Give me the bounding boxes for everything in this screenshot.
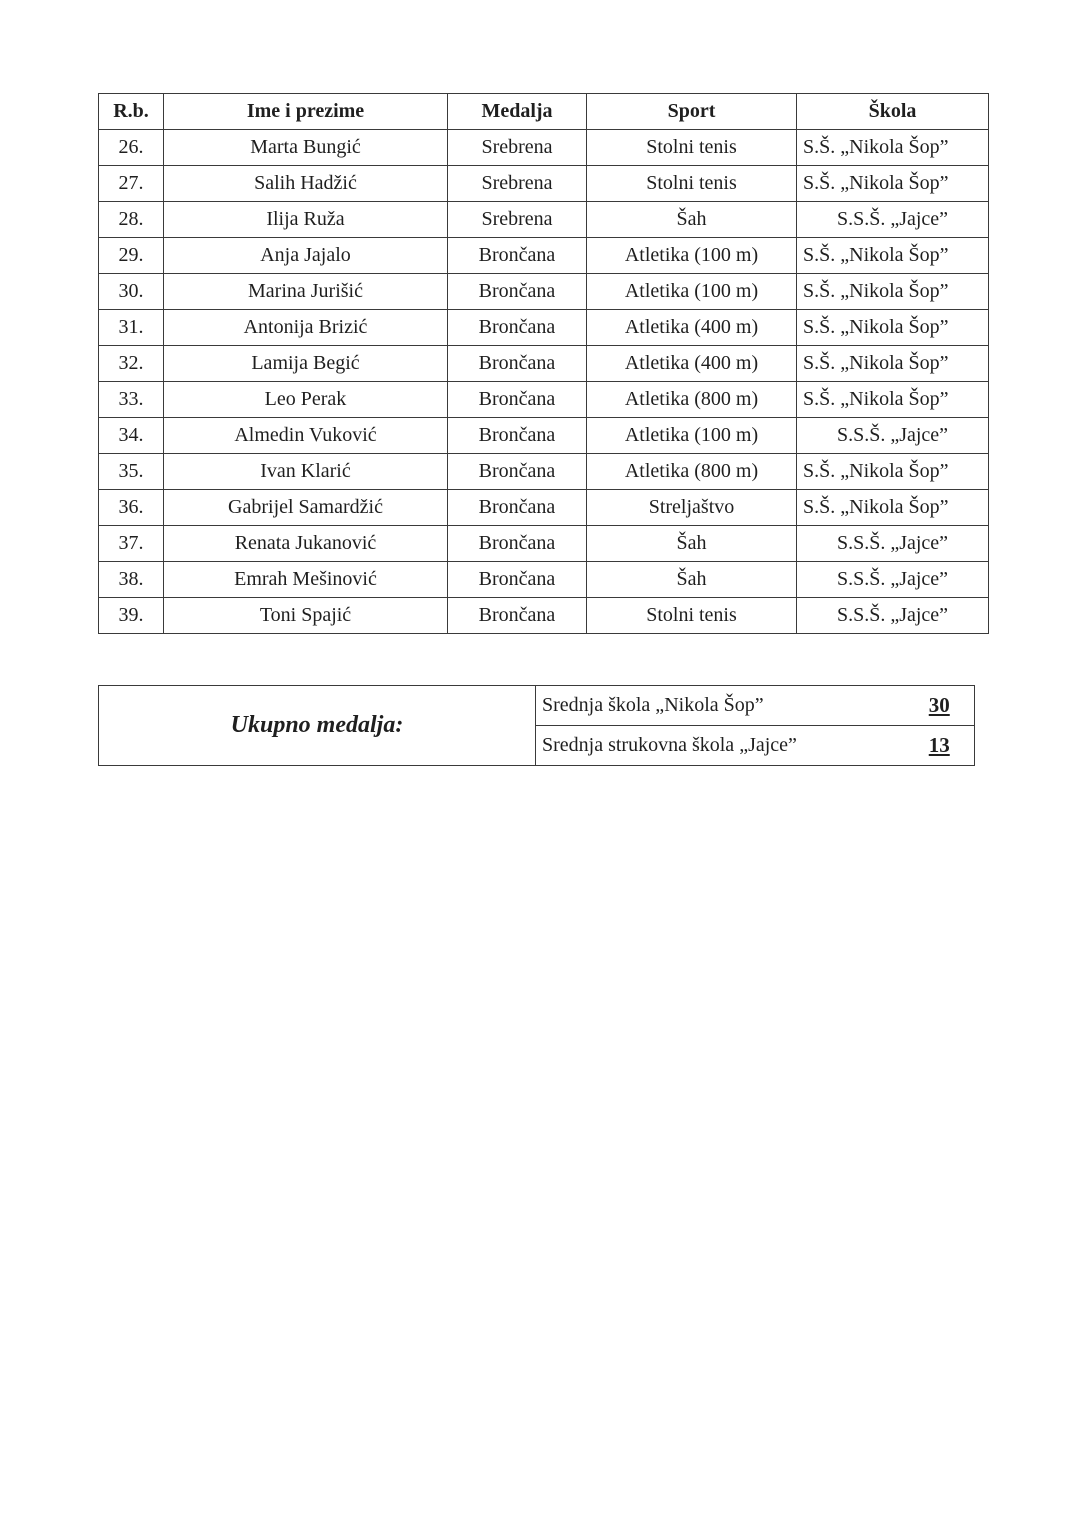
cell-school: S.Š. „Nikola Šop” bbox=[797, 346, 989, 382]
cell-school: S.S.Š. „Jajce” bbox=[797, 562, 989, 598]
header-school: Škola bbox=[797, 94, 989, 130]
cell-name: Gabrijel Samardžić bbox=[164, 490, 448, 526]
table-body bbox=[99, 130, 989, 634]
totals-school-name: Srednja škola „Nikola Šop” bbox=[536, 686, 905, 726]
cell-rb: 27. bbox=[99, 166, 164, 202]
cell-medal: Brončana bbox=[448, 346, 587, 382]
cell-rb: 31. bbox=[99, 310, 164, 346]
cell-name: Ilija Ruža bbox=[164, 202, 448, 238]
cell-school: S.Š. „Nikola Šop” bbox=[797, 490, 989, 526]
table-row bbox=[99, 274, 989, 310]
cell-school: S.Š. „Nikola Šop” bbox=[797, 382, 989, 418]
cell-sport: Atletika (400 m) bbox=[587, 310, 797, 346]
cell-name: Emrah Mešinović bbox=[164, 562, 448, 598]
table-row bbox=[99, 346, 989, 382]
cell-medal: Brončana bbox=[448, 238, 587, 274]
cell-sport: Atletika (800 m) bbox=[587, 382, 797, 418]
table-row bbox=[99, 382, 989, 418]
cell-name: Ivan Klarić bbox=[164, 454, 448, 490]
cell-medal: Brončana bbox=[448, 454, 587, 490]
table-row bbox=[99, 310, 989, 346]
cell-name: Almedin Vuković bbox=[164, 418, 448, 454]
cell-sport: Šah bbox=[587, 202, 797, 238]
cell-name: Antonija Brizić bbox=[164, 310, 448, 346]
totals-table bbox=[98, 685, 975, 766]
cell-name: Marina Jurišić bbox=[164, 274, 448, 310]
table-row bbox=[99, 130, 989, 166]
cell-school: S.Š. „Nikola Šop” bbox=[797, 274, 989, 310]
cell-name: Salih Hadžić bbox=[164, 166, 448, 202]
cell-rb: 29. bbox=[99, 238, 164, 274]
cell-school: S.Š. „Nikola Šop” bbox=[797, 454, 989, 490]
cell-medal: Srebrena bbox=[448, 130, 587, 166]
cell-medal: Brončana bbox=[448, 382, 587, 418]
cell-school: S.S.Š. „Jajce” bbox=[797, 418, 989, 454]
cell-medal: Brončana bbox=[448, 526, 587, 562]
cell-sport: Atletika (100 m) bbox=[587, 238, 797, 274]
cell-name: Lamija Begić bbox=[164, 346, 448, 382]
medal-table bbox=[98, 93, 989, 634]
cell-sport: Atletika (800 m) bbox=[587, 454, 797, 490]
cell-school: S.S.Š. „Jajce” bbox=[797, 526, 989, 562]
cell-medal: Brončana bbox=[448, 598, 587, 634]
cell-rb: 30. bbox=[99, 274, 164, 310]
cell-medal: Brončana bbox=[448, 310, 587, 346]
cell-sport: Atletika (100 m) bbox=[587, 274, 797, 310]
cell-rb: 34. bbox=[99, 418, 164, 454]
table-row bbox=[99, 490, 989, 526]
cell-medal: Srebrena bbox=[448, 166, 587, 202]
header-name: Ime i prezime bbox=[164, 94, 448, 130]
cell-name: Leo Perak bbox=[164, 382, 448, 418]
cell-sport: Streljaštvo bbox=[587, 490, 797, 526]
cell-medal: Brončana bbox=[448, 418, 587, 454]
cell-sport: Šah bbox=[587, 562, 797, 598]
cell-name: Marta Bungić bbox=[164, 130, 448, 166]
cell-sport: Stolni tenis bbox=[587, 130, 797, 166]
cell-school: S.Š. „Nikola Šop” bbox=[797, 130, 989, 166]
cell-name: Toni Spajić bbox=[164, 598, 448, 634]
table-row bbox=[99, 562, 989, 598]
cell-rb: 33. bbox=[99, 382, 164, 418]
cell-sport: Atletika (400 m) bbox=[587, 346, 797, 382]
cell-medal: Brončana bbox=[448, 562, 587, 598]
table-row bbox=[99, 598, 989, 634]
table-row bbox=[99, 418, 989, 454]
cell-rb: 35. bbox=[99, 454, 164, 490]
table-row bbox=[99, 238, 989, 274]
cell-sport: Stolni tenis bbox=[587, 166, 797, 202]
cell-rb: 32. bbox=[99, 346, 164, 382]
cell-rb: 38. bbox=[99, 562, 164, 598]
cell-name: Anja Jajalo bbox=[164, 238, 448, 274]
table-row bbox=[99, 454, 989, 490]
totals-count: 30 bbox=[905, 686, 975, 726]
cell-sport: Stolni tenis bbox=[587, 598, 797, 634]
table-row bbox=[99, 526, 989, 562]
cell-rb: 39. bbox=[99, 598, 164, 634]
cell-rb: 37. bbox=[99, 526, 164, 562]
cell-school: S.S.Š. „Jajce” bbox=[797, 202, 989, 238]
table-row bbox=[99, 202, 989, 238]
cell-name: Renata Jukanović bbox=[164, 526, 448, 562]
cell-rb: 36. bbox=[99, 490, 164, 526]
totals-school-name: Srednja strukovna škola „Jajce” bbox=[536, 726, 905, 766]
totals-label: Ukupno medalja: bbox=[99, 686, 536, 766]
cell-school: S.Š. „Nikola Šop” bbox=[797, 166, 989, 202]
totals-row bbox=[99, 686, 975, 726]
cell-school: S.S.Š. „Jajce” bbox=[797, 598, 989, 634]
cell-rb: 26. bbox=[99, 130, 164, 166]
header-rb: R.b. bbox=[99, 94, 164, 130]
table-header-row bbox=[99, 94, 989, 130]
cell-school: S.Š. „Nikola Šop” bbox=[797, 238, 989, 274]
totals-count: 13 bbox=[905, 726, 975, 766]
cell-medal: Brončana bbox=[448, 274, 587, 310]
cell-sport: Atletika (100 m) bbox=[587, 418, 797, 454]
table-row bbox=[99, 166, 989, 202]
header-medal: Medalja bbox=[448, 94, 587, 130]
cell-medal: Brončana bbox=[448, 490, 587, 526]
cell-medal: Srebrena bbox=[448, 202, 587, 238]
header-sport: Sport bbox=[587, 94, 797, 130]
cell-rb: 28. bbox=[99, 202, 164, 238]
cell-school: S.Š. „Nikola Šop” bbox=[797, 310, 989, 346]
cell-sport: Šah bbox=[587, 526, 797, 562]
